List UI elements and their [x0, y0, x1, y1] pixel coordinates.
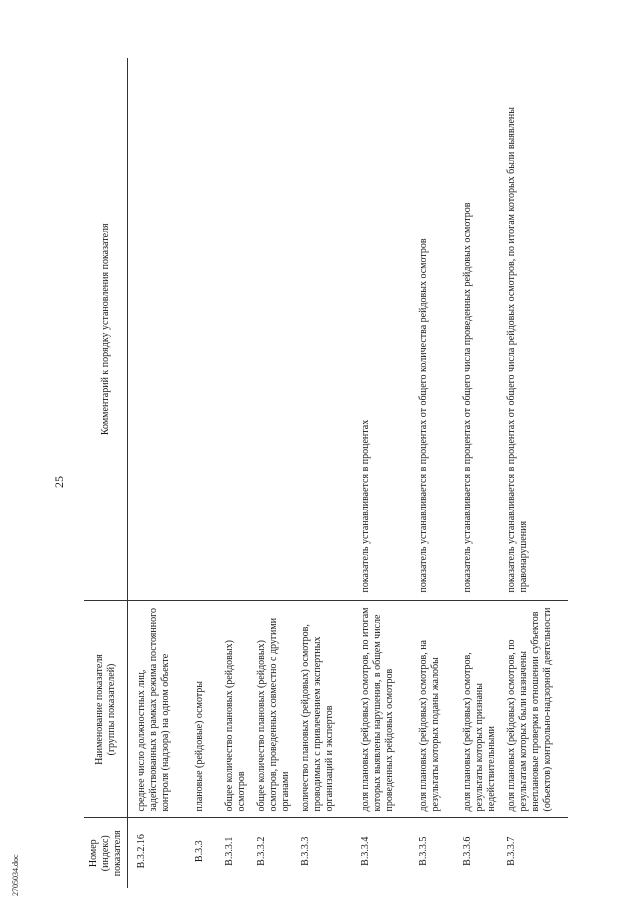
table-row [128, 58, 186, 888]
table-row [454, 58, 498, 888]
indicator-name: доля плановых (рейдовых) осмотров, на результаты которых поданы жалобы [410, 601, 454, 818]
indicator-name: плановые (рейдовые) осмотры [186, 601, 216, 818]
header-number-line: (индекс) [99, 835, 111, 872]
document-file-code: 2705034.doc [11, 854, 20, 896]
table-row [248, 58, 292, 888]
indicator-name: доля плановых (рейдовых) осмотров, результаты которых признаны недействительными [454, 601, 498, 818]
indicator-comment [216, 58, 248, 601]
indicator-name: количество плановых (рейдовых) осмотров, проводимых с привлечением экспертных организаций и экспертов [292, 601, 352, 818]
table-row [292, 58, 352, 888]
rotated-page [52, 58, 608, 888]
table-row [186, 58, 216, 888]
indicator-comment: показатель устанавливается в процентах от общего числа проведенных рейдовых осмотров [454, 58, 498, 601]
header-name [84, 601, 128, 818]
indicator-number: В.3.2.16 [136, 834, 147, 869]
header-name-line: (группы показателей) [105, 663, 117, 756]
indicator-number: В.3.3.7 [505, 836, 517, 866]
indicator-number: В.3.3.6 [461, 836, 473, 866]
indicator-comment: показатель устанавливается в процентах от общего количества рейдовых осмотров [410, 58, 454, 601]
indicator-number: В.3.3.1 [223, 836, 235, 866]
indicator-name: доля плановых (рейдовых) осмотров, по результатам которых были назначены внеплановые проверки в отношении субъектов (объектов) контрольно-надзорной деятельности [498, 601, 568, 818]
table-row [498, 58, 568, 888]
indicator-comment [292, 58, 352, 601]
table-row [216, 58, 248, 888]
indicator-comment [186, 58, 216, 601]
header-number-line: Номер [87, 839, 99, 868]
table-row [352, 58, 410, 888]
page-number: 25 [52, 476, 66, 488]
indicator-comment [128, 58, 186, 601]
indicator-number: В.3.3.2 [255, 836, 267, 866]
table-row [410, 58, 454, 888]
indicator-number: В.3.3.4 [359, 836, 371, 866]
indicator-comment: показатель устанавливается в процентах [352, 58, 410, 601]
header-number [84, 818, 128, 888]
indicator-name: среднее число должностных лиц, задействованных в рамках режима постоянного контроля (надзора) на одном объекте [128, 601, 186, 818]
header-comment: Комментарий к порядку установления показателя [84, 58, 128, 601]
indicator-number: В.3.3.3 [299, 836, 311, 866]
indicator-comment: показатель устанавливается в процентах от общего числа рейдовых осмотров, по итогам которых были выявлены правонарушения [498, 58, 568, 601]
table-header-row [84, 58, 128, 888]
indicator-table [84, 58, 568, 888]
header-name-line: Наименование показателя [93, 654, 105, 765]
indicator-name: общее количество плановых (рейдовых) осмотров, проведенных совместно с другими органами [248, 601, 292, 818]
indicator-comment [248, 58, 292, 601]
indicator-number: В.3.3 [193, 840, 205, 863]
indicator-name: общее количество плановых (рейдовых) осмотров [216, 601, 248, 818]
indicator-number: В.3.3.5 [417, 836, 429, 866]
header-number-line: показателя [111, 830, 123, 877]
indicator-name: доля плановых (рейдовых) осмотров, по итогам которых выявлены нарушения, в общем числе проведенных рейдовых осмотров [352, 601, 410, 818]
